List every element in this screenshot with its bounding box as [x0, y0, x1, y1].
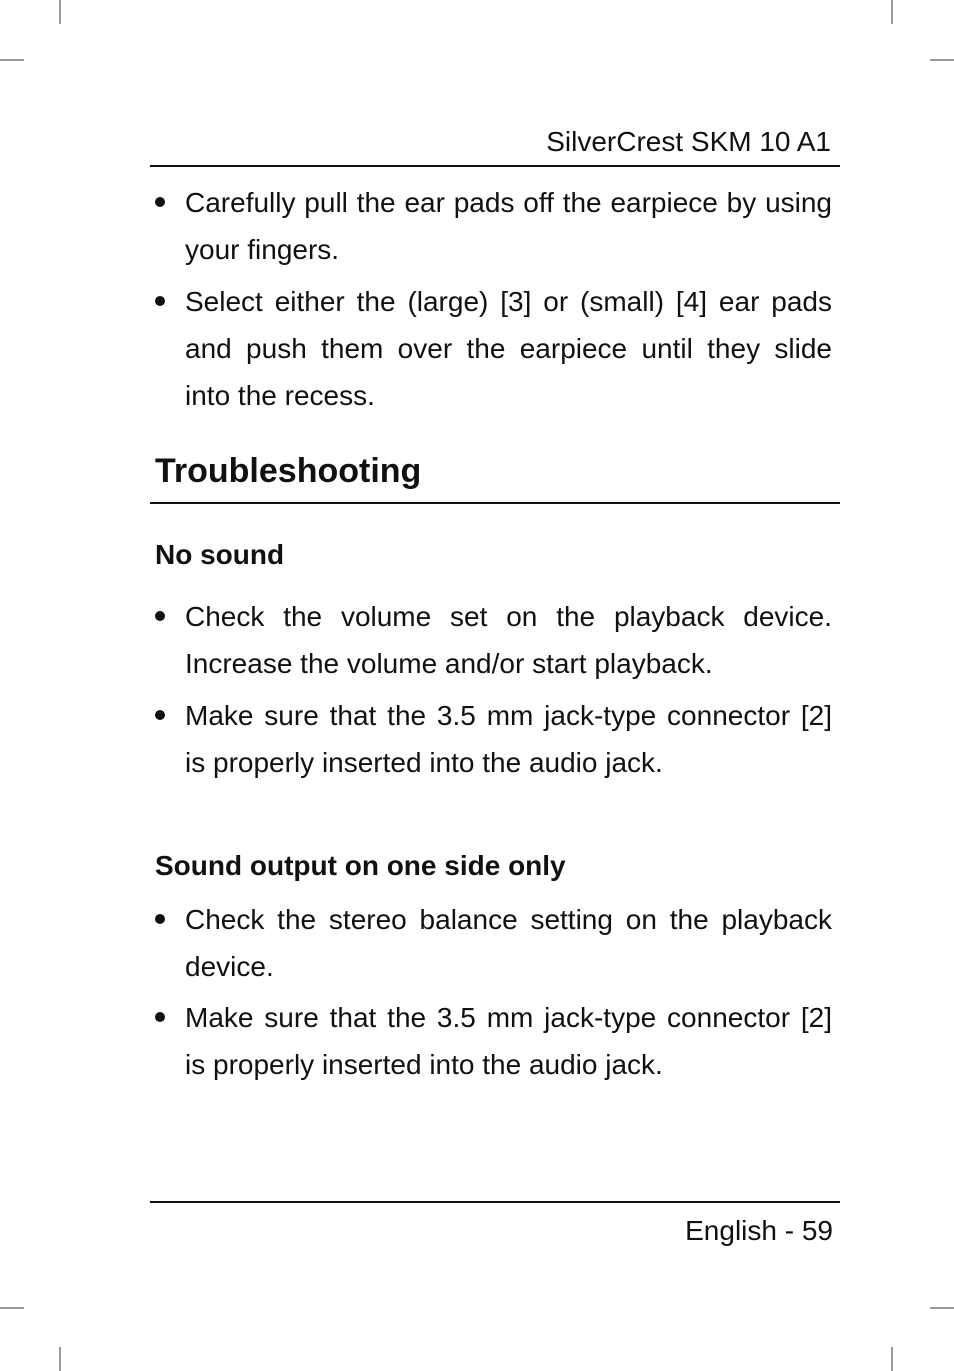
list-item-text: Make sure that the 3.5 mm jack-type connector [2] is properly inserted into the audio jack.	[185, 700, 832, 778]
list-item-text: Select either the (large) [3] or (small) [4] ear pads and push them over the earpiece until they slide into the recess.	[185, 286, 832, 411]
bullet-icon	[155, 914, 165, 924]
section-rule	[150, 502, 840, 504]
crop-mark	[0, 1307, 24, 1309]
list-item-text: Carefully pull the ear pads off the earpiece by using your fingers.	[185, 187, 832, 265]
list-item	[155, 692, 832, 786]
crop-mark	[0, 59, 24, 61]
subsection-title: Sound output on one side only	[155, 850, 566, 881]
crop-mark	[930, 1307, 954, 1309]
list-item-text: Check the volume set on the playback device. Increase the volume and/or start playback.	[185, 601, 832, 679]
header-title: SilverCrest SKM 10 A1	[546, 126, 831, 157]
header-rule	[150, 165, 840, 167]
crop-mark	[891, 0, 893, 24]
list-item-text: Make sure that the 3.5 mm jack-type connector [2] is properly inserted into the audio jack.	[185, 1002, 832, 1080]
crop-mark	[59, 1347, 61, 1371]
bullet-icon	[155, 611, 165, 621]
bullet-icon	[155, 1012, 165, 1022]
list-item	[155, 994, 832, 1088]
list-item	[155, 278, 832, 419]
list-item	[155, 896, 832, 990]
subsection-title: No sound	[155, 539, 285, 570]
list-item	[155, 593, 832, 687]
crop-mark	[59, 0, 61, 24]
footer-rule	[150, 1201, 840, 1203]
crop-mark	[891, 1347, 893, 1371]
bullet-icon	[155, 296, 165, 306]
crop-mark	[930, 59, 954, 61]
list-item-text: Check the stereo balance setting on the playback device.	[185, 904, 832, 982]
page-number: English - 59	[685, 1215, 833, 1246]
section-title: Troubleshooting	[155, 452, 422, 490]
bullet-icon	[155, 710, 165, 720]
bullet-icon	[155, 197, 165, 207]
list-item	[155, 179, 832, 273]
